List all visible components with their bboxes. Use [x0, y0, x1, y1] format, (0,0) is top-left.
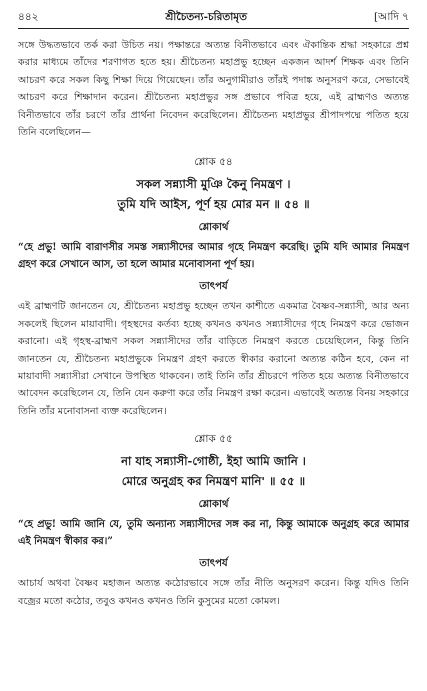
page-header [18, 10, 409, 29]
chapter-label: [আদি ৭ [373, 11, 409, 23]
verse-55-translation-label: শ্লোকার্থ [198, 499, 229, 511]
verse-54-translation: “হে প্রভু! আমি বারাণসীর সমস্ত সন্ন্যাসীদের আমার গৃহে নিমন্ত্রণ করেছি। তুমি যদি আমার নিমন্ত্রণ গ্রহণ করে সেখানে আস, তা হলে আমার মনোবাসনা পূর্ণ হয়। [18, 242, 409, 271]
verse-55-label: শ্লোক ৫৫ [194, 433, 233, 446]
verse-54-translation-label: শ্লোকার্থ [198, 222, 229, 234]
page-number: ৪৪২ [18, 11, 39, 23]
book-title: শ্রীচৈতন্য-চরিতামৃত [165, 11, 248, 23]
verse-55-purport: আচার্য অথবা বৈষ্ণব মহাজন অত্যন্ত কঠোরভাবে সঙ্গে তাঁর নীতি অনুসরণ করেন। কিন্তু যদিও তিনি বজ্রের মতো কঠোর, তবুও কখনও কখনও তিনি কুসুমের মতো কোমল। [18, 578, 409, 607]
verse-55-line-1: না যাহ সন্ন্যাসী-গোষ্ঠী, ইহা আমি জানি । [121, 454, 306, 469]
verse-54-purport-label: তাৎপর্য [199, 281, 228, 293]
verse-55-line-2: মোরে অনুগ্রহ কর নিমন্ত্রণ মানি' ॥ ৫৫ ॥ [121, 474, 306, 489]
verse-55-translation: “হে প্রভু! আমি জানি যে, তুমি অন্যান্য সন্ন্যাসীদের সঙ্গ কর না, কিন্তু আমাকে অনুগ্রহ করে আমার এই নিমন্ত্রণ স্বীকার কর।” [18, 519, 409, 548]
verse-54-label: শ্লোক ৫৪ [194, 156, 233, 169]
verse-54-line-2: তুমি যদি আইস, পূর্ণ হয় মোর মন ॥ ৫৪ ॥ [117, 197, 310, 212]
verse-54-line-1: সকল সন্ন্যাসী মুঞি কৈনু নিমন্ত্রণ । [136, 177, 291, 192]
verse-54-purport: এই ব্রাহ্মণটি জানতেন যে, শ্রীচৈতন্য মহাপ্রভু হচ্ছেন তখন কাশীতে একমাত্র বৈষ্ণব-সন্ন্যাসী, আর অন্য সকলেই ছিলেন মায়াবাদী। গৃহস্থদের কর্তব্য হচ্ছে কখনও কখনও সন্ন্যাসীদের গৃহে নিমন্ত্রণ করে ভোজন করানো। এই গৃহস্থ-ব্রাহ্মণ সকল সন্ন্যাসীদের তাঁর বাড়িতে নিমন্ত্রণ করতে চেয়েছিলেন, কিন্তু তিনি জানতেন যে, শ্রীচৈতন্য মহাপ্রভুকে নিমন্ত্রণ গ্রহণ করতে স্বীকার করানো অত্যন্ত কঠিন হবে, কেন না মায়াবাদী সন্ন্যাসীরা সেখানে উপস্থিত থাকবেন। তাই তিনি তাঁর শ্রীচরণে পতিত হয়ে অত্যন্ত বিনীতভাবে আবেদন করেছিলেন যে, তিনি যেন করুণা করে তাঁর নিমন্ত্রণ রক্ষা করেন। এভাবেই অত্যন্ত বিনয় সহকারে তিনি তাঁর মনোবাসনা ব্যক্ত করেছিলেন। [18, 301, 409, 417]
page [18, 10, 409, 610]
intro-paragraph: সঙ্গে উদ্ধতভাবে তর্ক করা উচিত নয়। পক্ষান্তরে অত্যন্ত বিনীতভাবে এবং ঐকান্তিক শ্রদ্ধা সহকারে প্রশ্ন করার মাধ্যমে তাঁদের শরণাগত হতে হয়। শ্রীচৈতন্য মহাপ্রভু হচ্ছেন একজন আদর্শ শিক্ষক এবং তিনি আচরণ করে সকল কিছু শিক্ষা দিয়ে গিয়েছেন। তাঁর অনুগামীরাও তাঁরই পদাঙ্ক অনুসরণ করে, সেভাবেই আচরণ করে শিক্ষাদান করেন। শ্রীচৈতন্য মহাপ্রভুর সঙ্গ প্রভাবে পবিত্র হয়ে, এই ব্রাহ্মণও অত্যন্ত বিনীতভাবে তাঁর চরণে তাঁর প্রার্থনা নিবেদন করেছিলেন। শ্রীচৈতন্য মহাপ্রভুর শ্রীপাদপদ্মে পতিত হয়ে তিনি বলেছিলেন— [18, 40, 409, 139]
verse-55-purport-label: তাৎপর্য [199, 558, 228, 570]
